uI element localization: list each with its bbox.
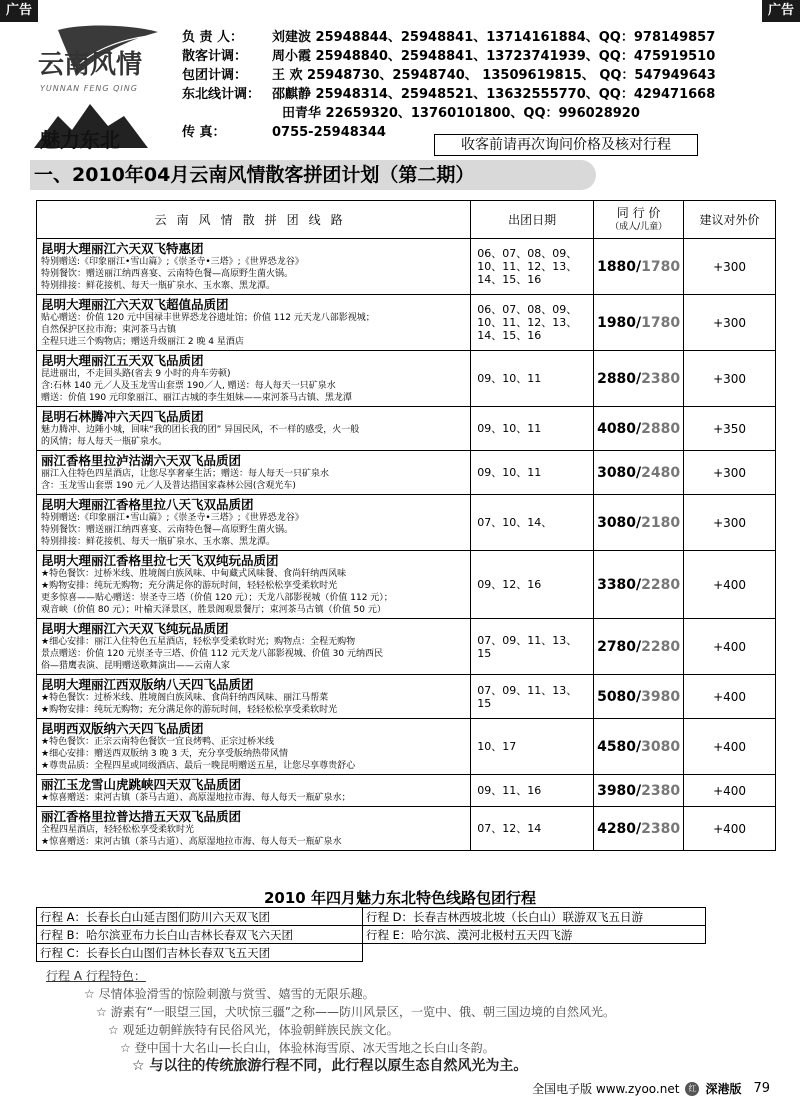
route-title: 丽江香格里拉泸沽湖六天双飞品质团 (41, 453, 242, 468)
route-title: 丽江香格里拉普达措五天双飞品质团 (41, 809, 242, 824)
table-row (37, 926, 706, 944)
page-number: 79 (753, 1081, 770, 1096)
peer-price (594, 295, 684, 351)
departure-dates: 09、11、16 (471, 775, 594, 807)
route-detail: ★特色餐饮：过桥米线、胜境阁白族风味、食尚轩纳西风味、丽江马帮菜 (41, 693, 329, 703)
fax-value: 0755-25948344 (272, 125, 386, 140)
footer-edition: 深港版 (705, 1082, 742, 1096)
route-detail: ★惊喜赠送：束河古镇（茶马古道）、高原湿地拉市海、每人每天一瓶矿泉水 (41, 837, 342, 847)
route-title: 昆明西双版纳六天四飞品质团 (41, 721, 204, 736)
departure-dates: 07、09、11、13、15 (471, 675, 594, 719)
route-detail: 景点赠送：价值 120 元崇圣寺三塔、价值 112 元天龙八部影视城、价值 30 元纳西民 (41, 649, 383, 659)
adult-price: 1980/ (597, 314, 642, 331)
table-row (37, 719, 776, 775)
suggested-price: +300 (684, 451, 776, 495)
peer-price (594, 775, 684, 807)
table-header-row (37, 201, 776, 239)
route-title: 昆明大理丽江六天双飞超值品质团 (41, 297, 229, 312)
contact-row (182, 66, 742, 85)
route-title: 昆明大理丽江五天双飞品质团 (41, 353, 204, 368)
table-row (37, 451, 776, 495)
contact-label: 包团计调： (182, 68, 248, 83)
departure-dates: 07、10、14、 (471, 495, 594, 551)
adult-price: 3080/ (597, 514, 642, 531)
route-detail: 含:石林 140 元／人及玉龙雪山套票 190／人, 赠送：每人每天一只矿泉水 (41, 381, 336, 391)
route-cell (37, 351, 471, 407)
feature-item: ☆ 登中国十大名山—长白山，体验林海雪原、冰天雪地之长白山冬韵。 (120, 1041, 495, 1055)
suggested-price: +300 (684, 239, 776, 295)
route-cell (37, 719, 471, 775)
ad-label-right: 广告 (762, 0, 800, 22)
route-cell (37, 407, 471, 451)
route-detail: 含：玉龙雪山套票 190 元／人及普达措国家森林公园(含观光车) (41, 481, 296, 491)
route-detail: 特别排接：鲜花接机、每天一瓶矿泉水、玉水寨、黑龙潭。 (41, 537, 276, 547)
contact-label: 负 责 人： (182, 30, 244, 45)
route-detail: 全程只进三个购物店；赠送升级丽江 2 晚 4 星酒店 (41, 337, 244, 347)
route-title: 昆明大理丽江香格里拉八天飞双品质团 (41, 497, 254, 512)
table-row (37, 295, 776, 351)
child-price: 3080 (641, 738, 681, 755)
peer-price (594, 719, 684, 775)
adult-price: 3380/ (597, 576, 642, 593)
route-detail: ★购物安排：纯玩无购物；充分满足你的游玩时间，轻轻松松享受柔软时光 (41, 705, 338, 715)
route-detail: 魅力腾冲、边陲小城，回味“我的团长我的团” 异国民风，不一样的感受，火一般 (41, 425, 360, 435)
tour-table (36, 200, 776, 851)
adult-price: 2880/ (597, 370, 642, 387)
feature-item: ☆ 观延边朝鲜族特有民俗风光，体验朝鲜族民族文化。 (108, 1023, 399, 1037)
feature-item: ☆ 尽情体验滑雪的惊险刺激与赏雪、嬉雪的无限乐趣。 (84, 987, 375, 1001)
route-detail: 贴心赠送：价值 120 元中国禄丰世界恐龙谷遗址馆；价值 112 元天龙八部影视城； (41, 313, 375, 323)
child-price: 2380 (641, 370, 681, 387)
route-cell (37, 675, 471, 719)
peer-price (594, 495, 684, 551)
route-cell (37, 451, 471, 495)
contact-label: 散客计调： (182, 49, 248, 64)
departure-dates: 06、07、08、09、10、11、12、13、14、15、16 (471, 295, 594, 351)
notice-box: 收客前请再次询问价格及核对行程 (434, 134, 698, 156)
route-cell (37, 295, 471, 351)
route-detail: 昆进丽出，不走回头路(省去 9 小时的舟车劳顿) (41, 369, 231, 379)
adult-price: 4280/ (597, 820, 642, 837)
contact-label: 传 真： (182, 125, 226, 140)
package-a: 行程 A：长春长白山延吉图们防川六天双飞团 (37, 908, 363, 926)
departure-dates: 09、12、16 (471, 551, 594, 619)
departure-dates: 06、07、08、09、10、11、12、13、14、15、16 (471, 239, 594, 295)
package-d: 行程 D：长春吉林西坡北坡（长白山）联游双飞五日游 (363, 908, 706, 926)
contact-value: 田青华 22659320、13760101800、QQ：996028920 (282, 106, 640, 121)
contact-row (182, 47, 742, 66)
footer (532, 1080, 770, 1097)
suggested-price: +350 (684, 407, 776, 451)
child-price: 3980 (641, 688, 681, 705)
contact-value: 王 欢 25948730、25948740、 13509619815、 QQ：547949643 (272, 68, 716, 83)
table-row (37, 675, 776, 719)
peer-price (594, 239, 684, 295)
table-row (37, 407, 776, 451)
child-price: 2480 (641, 464, 681, 481)
departure-dates: 09、10、11 (471, 407, 594, 451)
adult-price: 4080/ (597, 420, 642, 437)
child-price: 1780 (641, 314, 681, 331)
peer-price (594, 351, 684, 407)
section2-title: 2010 年四月魅力东北特色线路包团行程 (264, 889, 536, 907)
header-price: 同 行 价 （成人/儿童） (594, 201, 684, 239)
adult-price: 5080/ (597, 688, 642, 705)
suggested-price: +400 (684, 775, 776, 807)
child-price: 2880 (641, 420, 681, 437)
table-row (37, 619, 776, 675)
child-price: 1780 (641, 258, 681, 275)
logo-slogan: 魅力东北 (40, 128, 120, 152)
departure-dates: 09、10、11 (471, 451, 594, 495)
adult-price: 4580/ (597, 738, 642, 755)
table-row (37, 807, 776, 851)
route-cell (37, 551, 471, 619)
route-detail: 特别赠送:《印象丽江•雪山篇》;《崇圣寺•三塔》;《世界恐龙谷》 (41, 257, 304, 267)
suggested-price: +400 (684, 807, 776, 851)
peer-price (594, 551, 684, 619)
adult-price: 3980/ (597, 782, 642, 799)
departure-dates: 07、12、14 (471, 807, 594, 851)
route-detail: ★尊贵品质：全程四星或同级酒店、最后一晚昆明赠送五星，让您尽享尊贵舒心 (41, 761, 356, 771)
package-b: 行程 B：哈尔滨亚布力长白山吉林长春双飞六天团 (37, 926, 363, 944)
route-detail: 更多惊喜——贴心赠送：崇圣寺三塔（价值 120 元）；天龙八部影视城（价值 112 元）； (41, 593, 393, 603)
route-detail: 自然保护区拉市海；束河茶马古镇 (41, 325, 177, 335)
table-row (37, 944, 706, 962)
adult-price: 1880/ (597, 258, 642, 275)
peer-price (594, 407, 684, 451)
departure-dates: 10、17 (471, 719, 594, 775)
package-e: 行程 E：哈尔滨、漠河北极村五天四飞游 (363, 926, 706, 944)
package-table (36, 907, 706, 962)
logo-subtitle: YUNNAN FENG QING (40, 84, 138, 93)
section-banner: 一、2010年04月云南风情散客拼团计划（第二期） (30, 160, 596, 190)
logo-name: 云南风情 (38, 50, 143, 80)
contact-value: 邵麒静 25948314、25948521、13632555770、QQ：429471668 (272, 87, 716, 102)
route-detail: 特别排接：鲜花接机、每天一瓶矿泉水、玉水寨、黑龙潭。 (41, 281, 276, 291)
contact-row (182, 85, 742, 104)
adult-price: 2780/ (597, 638, 642, 655)
child-price: 2380 (641, 782, 681, 799)
route-title: 昆明大理丽江西双版纳八天四飞品质团 (41, 677, 254, 692)
departure-dates: 07、09、11、13、15 (471, 619, 594, 675)
route-detail: ★特色餐饮：过桥米线、胜境阁白族风味、中甸藏式风味餐、食尚轩纳西风味 (41, 569, 347, 579)
route-title: 昆明大理丽江香格里拉七天飞双纯玩品质团 (41, 553, 279, 568)
contact-row (182, 28, 742, 47)
table-row (37, 239, 776, 295)
route-cell (37, 775, 471, 807)
feature-item: ☆ 与以往的传统旅游行程不同，此行程以原生态自然风光为主。 (132, 1058, 528, 1074)
header-route: 云南风情散拼团线路 (37, 201, 471, 239)
suggested-price: +300 (684, 295, 776, 351)
departure-dates: 09、10、11 (471, 351, 594, 407)
route-detail: 特别餐饮：赠送丽江纳西喜宴、云南特色餐—高原野生菌火锅。 (41, 269, 294, 279)
suggested-price: +400 (684, 719, 776, 775)
route-cell (37, 495, 471, 551)
route-title: 昆明大理丽江六天双飞纯玩品质团 (41, 621, 229, 636)
child-price: 2380 (641, 820, 681, 837)
route-detail: 观音峡（价值 80 元）；叶榆天泽景区，胜景阁观景餐厅；束河茶马古镇（价值 50 元） (41, 605, 386, 615)
contact-label: 东北线计调： (182, 87, 261, 102)
header-dates: 出团日期 (471, 201, 594, 239)
route-cell (37, 239, 471, 295)
route-detail: ★惊喜赠送：束河古镇（茶马古道）、高原湿地拉市海、每人每天一瓶矿泉水； (41, 793, 351, 803)
route-detail: ★购物安排：纯玩无购物；充分满足你的游玩时间，轻轻松松享受柔软时光 (41, 581, 338, 591)
peer-price (594, 451, 684, 495)
suggested-price: +400 (684, 551, 776, 619)
table-row (37, 908, 706, 926)
table-row (37, 551, 776, 619)
child-price: 2280 (641, 638, 681, 655)
route-cell (37, 807, 471, 851)
route-title: 昆明大理丽江六天双飞特惠团 (41, 241, 204, 256)
route-detail: 丽江入住特色四星酒店，让您尽享奢豪生活；赠送：每人每天一只矿泉水 (41, 469, 330, 479)
ad-label-left: 广告 (0, 0, 38, 22)
child-price: 2180 (641, 514, 681, 531)
route-detail: 特别赠送:《印象丽江•雪山篇》;《崇圣寺•三塔》;《世界恐龙谷》 (41, 513, 304, 523)
route-title: 昆明石林腾冲六天四飞品质团 (41, 409, 204, 424)
contact-row (182, 104, 742, 123)
suggested-price: +300 (684, 351, 776, 407)
route-detail: 俗—猎鹰表演、昆明赠送歌舞演出——云南人家 (41, 661, 231, 671)
contact-list (182, 28, 742, 142)
route-cell (37, 619, 471, 675)
peer-price (594, 619, 684, 675)
contact-value: 周小霞 25948840、25948841、13723741939、QQ：475919510 (272, 49, 716, 64)
route-detail: 赠送：价值 190 元印象丽江、丽江古城的李生姐妹——束河茶马古镇、黑龙潭 (41, 393, 352, 403)
features-title: 行程 A 行程特色： (46, 969, 146, 983)
route-title: 丽江玉龙雪山虎跳峡四天双飞品质团 (41, 777, 242, 792)
adult-price: 3080/ (597, 464, 642, 481)
contact-value: 刘建波 25948844、25948841、13714161884、QQ：978149857 (272, 30, 716, 45)
suggested-price: +300 (684, 495, 776, 551)
route-detail: ★特色餐饮：正宗云南特色餐饮一宜良烤鸭、正宗过桥米线 (41, 737, 275, 747)
peer-price (594, 675, 684, 719)
suggested-price: +400 (684, 675, 776, 719)
table-row (37, 351, 776, 407)
suggested-price: +400 (684, 619, 776, 675)
feature-item: ☆ 游素有“一眼望三国，犬吠惊三疆”之称——防川风景区，一览中、俄、朝三国边境的自然风光。 (96, 1005, 616, 1019)
footer-badge: 红 (685, 1082, 699, 1096)
route-detail: 全程四星酒店，轻轻松松享受柔软时光 (41, 825, 195, 835)
route-detail: ★细心安排：丽江入住特色五星酒店，轻松享受柔软时光；购物点：全程无购物 (41, 637, 356, 647)
header-suggest: 建议对外价 (684, 201, 776, 239)
table-row (37, 775, 776, 807)
footer-site: 全国电子版 www.zyoo.net (532, 1082, 680, 1096)
route-detail: 的风情；每人每天一瓶矿泉水。 (41, 437, 168, 447)
route-detail: ★细心安排：赠送西双版纳 3 晚 3 天，充分享受版纳热带风情 (41, 749, 288, 759)
child-price: 2280 (641, 576, 681, 593)
peer-price (594, 807, 684, 851)
route-detail: 特别餐饮：赠送丽江纳西喜宴、云南特色餐—高原野生菌火锅。 (41, 525, 294, 535)
table-row (37, 495, 776, 551)
package-c: 行程 C：长春长白山图们吉林长春双飞五天团 (37, 944, 363, 962)
